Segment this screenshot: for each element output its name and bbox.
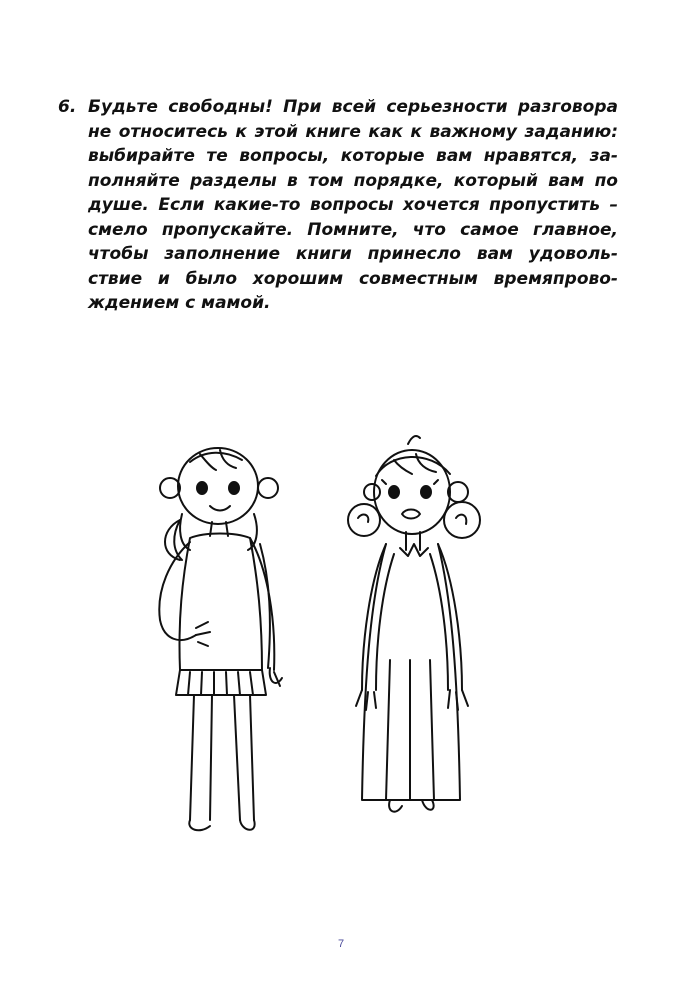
- paragraph-line: выбирайте те вопросы, которые вам нравятся, за-: [88, 146, 618, 166]
- girl-smile: [210, 506, 230, 511]
- mother-hand-right: [448, 690, 450, 708]
- paragraph-line: чтобы заполнение книги принесло вам удоволь-: [88, 244, 618, 264]
- girl-sweater: [179, 534, 262, 671]
- paragraph-line: ствие и было хорошим совместным времяпрово-: [88, 268, 618, 289]
- page-number: 7: [337, 938, 345, 950]
- paragraph-line: ждением с мамой.: [88, 293, 271, 313]
- mother-lips: [402, 510, 420, 519]
- girl-hair-puff-right: [258, 478, 278, 498]
- paragraph-line: не относитесь к этой книге как к важному заданию:: [88, 121, 618, 142]
- girl-eye-right: [229, 482, 239, 494]
- girl-eye-left: [197, 482, 207, 494]
- paragraph-line: смело пропускайте. Помните, что самое главное,: [88, 219, 618, 240]
- paragraph-line: Будьте свободны! При всей серьезности разговора: [88, 97, 618, 117]
- item-number: 6.: [58, 97, 77, 117]
- paragraph-text: [88, 95, 618, 316]
- mother-eye-right: [421, 486, 431, 498]
- mother-hand-left: [356, 690, 362, 706]
- girl-leg-left: [190, 695, 194, 820]
- mother-figure: [348, 436, 480, 812]
- girl-hair-puff-left: [160, 478, 180, 498]
- girl-head: [178, 448, 258, 524]
- mother-hair-curl-left: [348, 504, 380, 536]
- mother-head: [374, 450, 450, 534]
- paragraph-line: полняйте разделы в том порядке, который вам по: [88, 170, 618, 191]
- girl-figure: [159, 448, 282, 830]
- mother-eye-left: [389, 486, 399, 498]
- two-women-illustration: [150, 420, 530, 860]
- girl-leg-right: [234, 695, 240, 820]
- mother-hair-curl-right: [444, 502, 480, 538]
- paragraph-line: душе. Если какие-то вопросы хочется пропустить –: [88, 195, 618, 215]
